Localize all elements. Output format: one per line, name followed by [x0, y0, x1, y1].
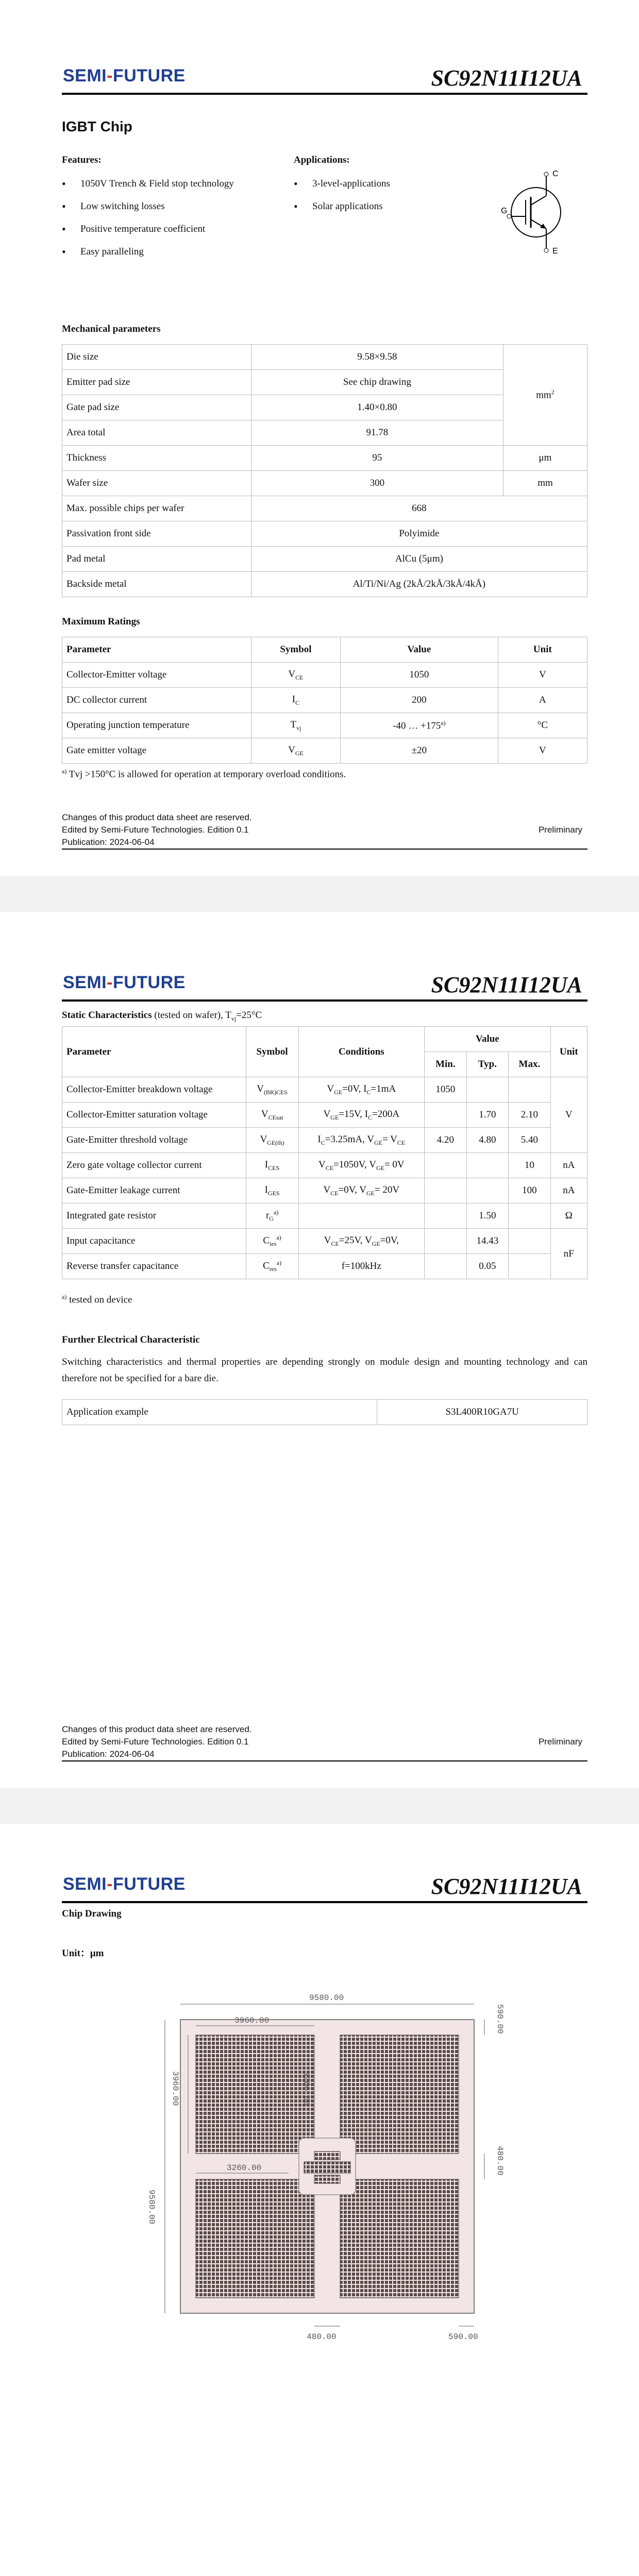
- col-conditions: Conditions: [298, 1027, 425, 1077]
- param-cell: Max. possible chips per wafer: [62, 496, 251, 521]
- table-row: [62, 572, 587, 597]
- table-row: [62, 446, 587, 471]
- param-cell: Collector-Emitter voltage: [62, 663, 251, 688]
- col-max: Max.: [509, 1052, 551, 1077]
- min-cell: [425, 1254, 467, 1279]
- further-text: Switching characteristics and thermal properties are depending strongly on module design and mounting technology and can therefore not be specified for a bare die.: [62, 1357, 587, 1384]
- typ-cell: 14.43: [466, 1229, 509, 1254]
- app-value: S3L400R10GA7U: [377, 1400, 587, 1425]
- chip-drawing-title: Chip Drawing: [62, 1908, 122, 1919]
- page-header: [62, 969, 587, 1002]
- condition-cell: [298, 1204, 425, 1229]
- value-cell: 95: [251, 446, 503, 471]
- param-cell: Thickness: [62, 446, 251, 471]
- table-row: [62, 713, 587, 738]
- page-1: [0, 0, 639, 876]
- value-cell: 1.40×0.80: [251, 395, 503, 420]
- condition-cell: $V_{GE}=0V$, $I_C=1mA$: [298, 1077, 425, 1103]
- symbol-cell: $V_{CE}$: [251, 663, 340, 688]
- col-symbol: Symbol: [246, 1027, 298, 1077]
- table-row: [62, 1254, 587, 1279]
- unit-cell: V: [498, 663, 587, 688]
- dim-pad-width: 3960.00: [234, 2016, 270, 2025]
- min-cell: [425, 1204, 467, 1229]
- max-cell: [509, 1077, 551, 1103]
- part-number: SC92N11I12UA: [431, 65, 582, 91]
- value-cell: Polyimide: [251, 521, 587, 547]
- static-characteristics-table: [62, 1026, 587, 1279]
- min-cell: 1050: [425, 1077, 467, 1103]
- param-cell: Reverse transfer capacitance: [62, 1254, 246, 1279]
- dim-edge-bottom: 590.00: [448, 2332, 478, 2342]
- feature-item: • Low switching losses: [62, 201, 289, 212]
- value-cell: 9.58×9.58: [251, 345, 503, 370]
- footer-line: Edited by Semi-Future Technologies. Edition 0.1: [62, 825, 249, 835]
- brand-logo: SEMI-FUTURE: [63, 973, 186, 992]
- features-section: [62, 155, 289, 269]
- symbol-cell: $T_{vj}$: [251, 713, 340, 738]
- param-cell: Collector-Emitter breakdown voltage: [62, 1077, 246, 1103]
- table-row: [62, 1178, 587, 1204]
- features-title: Features:: [62, 155, 102, 165]
- param-cell: Backside metal: [62, 572, 251, 597]
- typ-cell: [466, 1178, 509, 1204]
- brand-logo: SEMI-FUTURE: [63, 1874, 186, 1894]
- mechanical-title: Mechanical parameters: [62, 324, 161, 334]
- table-row: [62, 688, 587, 713]
- gate-label: G: [501, 207, 508, 215]
- applications-section: [294, 155, 448, 224]
- app-label: Application example: [62, 1400, 377, 1425]
- symbol-cell: $V_{CEsat}$: [246, 1103, 298, 1128]
- min-cell: [425, 1103, 467, 1128]
- value-cell: 200: [341, 688, 498, 713]
- max-ratings-table: [62, 637, 587, 764]
- feature-item: • Positive temperature coefficient: [62, 224, 289, 235]
- symbol-cell: $C_{ies}^{a)}$: [246, 1229, 298, 1254]
- dim-inner-vertical: 3260.00: [301, 2071, 311, 2106]
- value-cell: AlCu (5μm): [251, 547, 587, 572]
- max-cell: [509, 1254, 551, 1279]
- col-value: Value: [341, 637, 498, 663]
- param-cell: Operating junction temperature: [62, 713, 251, 738]
- value-cell: Al/Ti/Ni/Ag (2kÅ/2kÅ/3kÅ/4kÅ): [251, 572, 587, 597]
- symbol-cell: $I_{GES}$: [246, 1178, 298, 1204]
- param-cell: Wafer size: [62, 471, 251, 496]
- table-row: [62, 1204, 587, 1229]
- symbol-cell: $I_C$: [251, 688, 340, 713]
- unit-cell: A: [498, 688, 587, 713]
- typ-cell: 1.70: [466, 1103, 509, 1128]
- max-cell: 100: [509, 1178, 551, 1204]
- unit-cell: nA: [550, 1153, 587, 1178]
- param-cell: Gate-Emitter leakage current: [62, 1178, 246, 1204]
- footer-line: Changes of this product data sheet are reserved.: [62, 1724, 252, 1734]
- col-value: Value: [425, 1027, 551, 1052]
- col-parameter: Parameter: [62, 637, 251, 663]
- col-unit: Unit: [498, 637, 587, 663]
- condition-cell: $I_C=3.25mA$, $V_{GE}= V_{CE}$: [298, 1128, 425, 1153]
- unit-cell: V: [498, 738, 587, 764]
- table-row: [62, 496, 587, 521]
- footer-line: Edited by Semi-Future Technologies. Edition 0.1: [62, 1737, 249, 1747]
- dim-total-width: 9580.00: [309, 1993, 344, 2003]
- dim-edge-top: 590.00: [495, 2004, 505, 2034]
- symbol-cell: $C_{res}^{a)}$: [246, 1254, 298, 1279]
- col-min: Min.: [425, 1052, 467, 1077]
- condition-cell: $V_{CE}=1050V$, $V_{GE}= 0V$: [298, 1153, 425, 1178]
- max-footnote: $^{a)}$ Tvj >150°C is allowed for operation at temporary overload conditions.: [62, 768, 346, 780]
- unit-cell: °C: [498, 713, 587, 738]
- further-title: Further Electrical Characteristic: [62, 1334, 200, 1345]
- min-cell: [425, 1229, 467, 1254]
- symbol-cell: $V_{GE(th)}$: [246, 1128, 298, 1153]
- max-ratings-title: Maximum Ratings: [62, 616, 140, 627]
- table-row: [62, 663, 587, 688]
- unit-label: Unit：μm: [62, 1948, 104, 1959]
- min-cell: 4.20: [425, 1128, 467, 1153]
- dim-total-height: 9580.00: [147, 2190, 156, 2225]
- symbol-cell: $I_{CES}$: [246, 1153, 298, 1178]
- max-cell: [509, 1229, 551, 1254]
- col-unit: Unit: [550, 1027, 587, 1077]
- param-cell: Area total: [62, 420, 251, 446]
- table-row: [62, 521, 587, 547]
- symbol-cell: $V_{GE}$: [251, 738, 340, 764]
- igbt-symbol-icon: [495, 165, 572, 258]
- dim-pad-height: 3960.00: [171, 2071, 180, 2106]
- document-title: IGBT Chip: [62, 118, 132, 134]
- param-cell: Gate pad size: [62, 395, 251, 420]
- unit-cell: V: [550, 1077, 587, 1153]
- table-row: [62, 471, 587, 496]
- dim-inner-width: 3260.00: [227, 2163, 262, 2173]
- col-typ: Typ.: [466, 1052, 509, 1077]
- param-cell: Passivation front side: [62, 521, 251, 547]
- page-footer: [62, 1723, 587, 1760]
- max-cell: 2.10: [509, 1103, 551, 1128]
- footer-line: Publication: 2024-06-04: [62, 1749, 155, 1759]
- feature-item: • Easy paralleling: [62, 246, 289, 258]
- feature-item: • 1050V Trench & Field stop technology: [62, 178, 289, 190]
- col-symbol: Symbol: [251, 637, 340, 663]
- param-cell: Collector-Emitter saturation voltage: [62, 1103, 246, 1128]
- param-cell: Input capacitance: [62, 1229, 246, 1254]
- collector-label: C: [552, 170, 559, 178]
- brand-logo: SEMI-FUTURE: [63, 66, 186, 86]
- symbol-cell: $r_G^{a)}$: [246, 1204, 298, 1229]
- unit-cell: mm: [503, 471, 587, 496]
- condition-cell: $V_{CE}=25V$, $V_{GE}=0V$,: [298, 1229, 425, 1254]
- typ-cell: 4.80: [466, 1128, 509, 1153]
- table-row: [62, 345, 587, 370]
- page-footer: [62, 811, 587, 849]
- min-cell: [425, 1153, 467, 1178]
- unit-cell: Ω: [550, 1204, 587, 1229]
- param-cell: Gate-Emitter threshold voltage: [62, 1128, 246, 1153]
- typ-cell: [466, 1153, 509, 1178]
- application-table: [62, 1399, 587, 1425]
- table-row: [62, 547, 587, 572]
- typ-cell: 0.05: [466, 1254, 509, 1279]
- value-cell: ±20: [341, 738, 498, 764]
- max-cell: [509, 1204, 551, 1229]
- value-cell: 1050: [341, 663, 498, 688]
- page-header: [62, 62, 587, 95]
- page-2: [0, 912, 639, 1788]
- param-cell: Zero gate voltage collector current: [62, 1153, 246, 1178]
- value-cell: See chip drawing: [251, 370, 503, 395]
- typ-cell: [466, 1077, 509, 1103]
- table-row: [62, 1229, 587, 1254]
- applications-title: Applications:: [294, 155, 350, 165]
- part-number: SC92N11I12UA: [431, 1874, 582, 1899]
- static-footnote: $^{a)}$ tested on device: [62, 1293, 132, 1306]
- condition-cell: $V_{GE}=15V$, $I_C=200A$: [298, 1103, 425, 1128]
- application-item: • Solar applications: [294, 201, 448, 212]
- footer-status: Preliminary: [538, 1737, 582, 1747]
- footer-status: Preliminary: [538, 825, 582, 835]
- table-row: [62, 1128, 587, 1153]
- value-cell: -40 … $+175^{a)}$: [341, 713, 498, 738]
- param-cell: DC collector current: [62, 688, 251, 713]
- footer-line: Publication: 2024-06-04: [62, 837, 155, 847]
- symbol-cell: $V_{(BR)CES}$: [246, 1077, 298, 1103]
- emitter-label: E: [552, 247, 558, 256]
- table-row: [62, 1153, 587, 1178]
- features-list: [62, 178, 289, 258]
- max-cell: 10: [509, 1153, 551, 1178]
- max-cell: 5.40: [509, 1128, 551, 1153]
- condition-cell: $V_{CE}=0V$, $V_{GE}= 20V$: [298, 1178, 425, 1204]
- table-row: [62, 1077, 587, 1103]
- param-cell: Gate emitter voltage: [62, 738, 251, 764]
- page-3: [0, 1824, 639, 2576]
- col-parameter: Parameter: [62, 1027, 246, 1077]
- typ-cell: 1.50: [466, 1204, 509, 1229]
- min-cell: [425, 1178, 467, 1204]
- unit-cell: $mm^2$: [503, 345, 587, 446]
- chip-drawing: [129, 1984, 562, 2360]
- table-row: [62, 1103, 587, 1128]
- table-row: [62, 738, 587, 764]
- applications-list: [294, 178, 448, 212]
- dim-gap-horizontal: 480.00: [307, 2332, 337, 2342]
- unit-cell: nA: [550, 1178, 587, 1204]
- mechanical-table: [62, 344, 587, 597]
- value-cell: 300: [251, 471, 503, 496]
- param-cell: Pad metal: [62, 547, 251, 572]
- unit-cell: μm: [503, 446, 587, 471]
- unit-cell: nF: [550, 1229, 587, 1279]
- param-cell: Integrated gate resistor: [62, 1204, 246, 1229]
- part-number: SC92N11I12UA: [431, 972, 582, 997]
- param-cell: Emitter pad size: [62, 370, 251, 395]
- application-item: • 3-level-applications: [294, 178, 448, 190]
- condition-cell: f=100kHz: [298, 1254, 425, 1279]
- footer-line: Changes of this product data sheet are reserved.: [62, 812, 252, 822]
- dim-gap-vertical: 480.00: [495, 2146, 505, 2176]
- value-cell: 668: [251, 496, 587, 521]
- param-cell: Die size: [62, 345, 251, 370]
- page-header: [62, 1870, 587, 1903]
- value-cell: 91.78: [251, 420, 503, 446]
- static-title: Static Characteristics (tested on wafer), $T_{vj}=25^\circ C$: [62, 1010, 262, 1022]
